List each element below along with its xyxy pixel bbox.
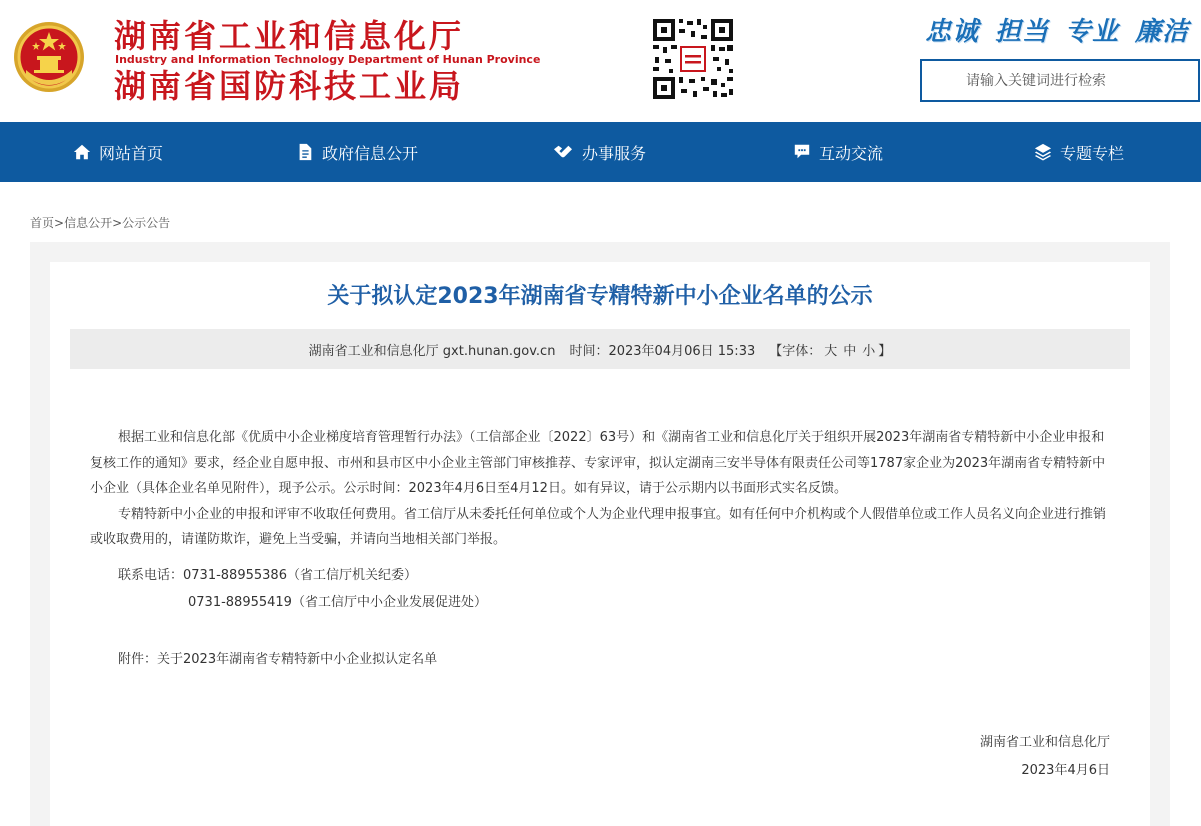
signature-date: 2023年4月6日 [1021, 763, 1110, 778]
qr-code-icon [651, 17, 735, 101]
breadcrumb-home[interactable]: 首页 [30, 216, 55, 230]
nav-item-label: 专题专栏 [1060, 143, 1125, 163]
home-icon [73, 143, 91, 161]
article-time-label: 时间： [569, 343, 609, 359]
breadcrumb [30, 214, 170, 231]
attachment-link[interactable]: 关于2023年湖南省专精特新中小企业拟认定名单 [157, 652, 438, 667]
nav-item-topics[interactable] [1034, 122, 1124, 182]
main-nav [0, 122, 1201, 182]
slogan-1: 忠诚 [925, 17, 980, 47]
nav-item-home[interactable] [73, 122, 163, 182]
slogan-4: 廉洁 [1135, 17, 1190, 47]
layers-icon [1034, 143, 1052, 161]
attachment [118, 647, 437, 673]
article-body [90, 425, 1115, 553]
breadcrumb-announcements[interactable]: 公示公告 [122, 216, 171, 230]
search-box [920, 59, 1200, 102]
font-size-label: 【字体： [769, 343, 822, 359]
breadcrumb-info-public[interactable]: 信息公开 [64, 216, 113, 230]
font-size-large[interactable]: 大 [824, 343, 838, 359]
article-title: 关于拟认定2023年湖南省专精特新中小企业名单的公示 [327, 284, 873, 309]
contact-phone-2: 0731-88955419（省工信厅中小企业发展促进处） [188, 595, 487, 610]
font-size-medium[interactable]: 中 [843, 343, 857, 359]
contact-label: 联系电话： [118, 568, 184, 583]
site-title-secondary: 湖南省国防科技工业局 [114, 67, 465, 105]
document-icon [296, 143, 314, 161]
contact-line-1 [118, 563, 417, 589]
slogan-2: 担当 [995, 17, 1050, 47]
nav-item-gov-info[interactable] [296, 122, 418, 182]
nav-item-label: 互动交流 [819, 143, 884, 163]
signature: 湖南省工业和信息化厅 [979, 735, 1110, 750]
site-title-primary: 湖南省工业和信息化厅 [114, 17, 465, 55]
search-input[interactable] [966, 73, 1186, 89]
nav-item-label: 网站首页 [99, 143, 164, 163]
handshake-icon [552, 143, 574, 161]
font-size-small[interactable]: 小 [862, 343, 876, 359]
attachment-label: 附件： [118, 652, 158, 667]
slogan [925, 14, 1189, 50]
site-title-english: Industry and Information Technology Department of Hunan Province [115, 53, 541, 66]
article-time: 2023年04月06日 15:33 [608, 343, 756, 359]
nav-item-services[interactable] [552, 122, 646, 182]
contact-phone-1: 0731-88955386（省工信厅机关纪委） [183, 568, 417, 583]
font-size-close: 】 [878, 343, 892, 359]
slogan-3: 专业 [1065, 17, 1120, 47]
contact-line-2 [188, 590, 487, 616]
nav-item-label: 办事服务 [582, 143, 647, 163]
nav-item-interaction[interactable] [793, 122, 883, 182]
chat-icon [793, 143, 811, 161]
article-source: 湖南省工业和信息化厅 gxt.hunan.gov.cn [308, 343, 556, 359]
breadcrumb-separator: > [54, 216, 65, 230]
national-emblem-icon [12, 20, 86, 94]
article-paragraph-2: 专精特新中小企业的申报和评审不收取任何费用。省工信厅从未委托任何单位或个人为企业代理申报事宜。如有任何中介机构或个人假借单位或工作人员名义向企业进行推销或收取费用的，请谨防欺诈，避免上当受骗，并请向当地相关部门举报。 [90, 506, 1107, 547]
site-header [0, 0, 1201, 122]
breadcrumb-separator: > [112, 216, 123, 230]
nav-item-label: 政府信息公开 [322, 143, 419, 163]
article-paragraph-1: 根据工业和信息化部《优质中小企业梯度培育管理暂行办法》（工信部企业〔2022〕63号）和《湖南省工业和信息化厅关于组织开展2023年湖南省专精特新中小企业申报和复核工作的通知》要求，经企业自愿申报、市州和县市区中小企业主管部门审核推荐、专家评审，拟认定湖南三安半导体有限责任公司等1787家企业为2023年湖南省专精特新中小企业（具体企业名单见附件），现予公示。公示时间：2023年4月6日至4月12日。如有异议，请于公示期内以书面形式实名反馈。 [90, 430, 1106, 496]
article-meta [70, 329, 1130, 369]
